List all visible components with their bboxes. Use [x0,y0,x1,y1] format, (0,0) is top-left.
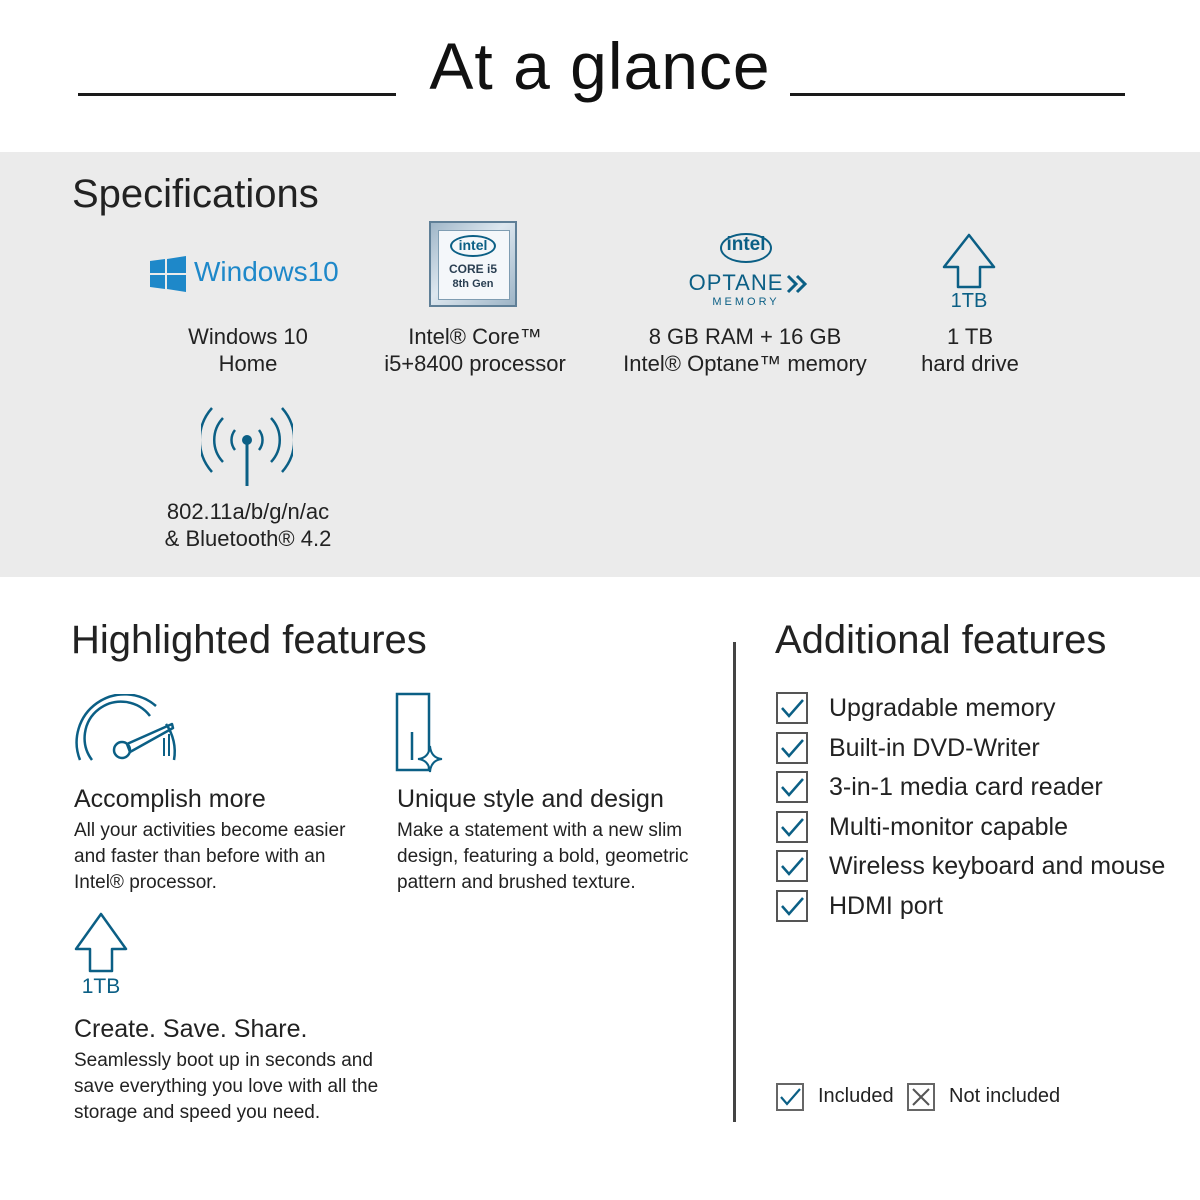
included-checkbox [776,692,808,724]
windows-icon [150,256,186,292]
cross-icon [909,1085,933,1109]
feature-title-accomplish: Accomplish more [74,785,266,813]
check-icon [778,1085,802,1109]
legend-included-label: Included [818,1085,894,1107]
optane-chevrons-icon [786,274,810,294]
check-icon [779,774,805,800]
spec-memory [615,323,875,377]
spec-os-line1: Windows 10 [188,324,308,349]
check-icon [779,735,805,761]
optane-brand: intel [726,234,766,255]
legend-not-included-label: Not included [949,1085,1061,1107]
highlighted-heading: Highlighted features [71,618,427,662]
column-divider [733,642,736,1122]
feature-label: Multi-monitor capable [829,812,1068,841]
page-title: At a glance [429,29,771,103]
additional-heading: Additional features [775,618,1107,662]
spec-processor [365,323,585,377]
header-rule-right [790,93,1125,96]
windows-logo [150,254,350,294]
spec-wireless [138,498,358,552]
specifications-section [0,152,1200,577]
spec-wireless-line1: 802.11a/b/g/n/ac [166,499,330,524]
feature-title-style: Unique style and design [397,785,664,813]
optane-sub: MEMORY [712,296,780,308]
storage-feature-icon [72,911,130,1003]
check-icon [779,814,805,840]
feature-title-create: Create. Save. Share. [74,1015,308,1043]
feature-label: Built-in DVD-Writer [829,733,1040,762]
spec-storage [890,323,1050,377]
spec-os [148,323,348,377]
intel-badge-line1: CORE i5 [448,262,497,276]
check-icon [779,893,805,919]
feature-label: HDMI port [829,891,943,920]
spec-processor-line1: Intel® Core™ [408,324,542,349]
feature-label: 3-in-1 media card reader [829,773,1103,801]
storage-icon-label: 1TB [950,290,988,312]
included-checkbox [776,850,808,882]
included-checkbox [776,771,808,803]
wifi-bluetooth-icon [201,404,293,488]
slim-tower-icon [394,692,446,774]
storage-upgrade-icon [940,232,998,316]
included-checkbox [776,890,808,922]
spec-os-line2: Home [218,351,278,376]
check-icon [779,853,805,879]
spec-storage-line1: 1 TB [946,324,994,349]
feature-label: Wireless keyboard and mouse [829,852,1166,880]
windows-logo-text: Windows10 [194,256,339,287]
feature-desc-accomplish: All your activities become easier and faster than before with an Intel® processor. [74,820,346,893]
optane-name: OPTANE [688,270,784,295]
legend-not-included-box [907,1083,935,1111]
intel-core-badge [429,221,517,307]
spec-processor-line2: i5+8400 processor [384,351,566,376]
spec-wireless-line2: & Bluetooth® 4.2 [164,526,332,551]
arrow-up-icon [940,232,998,290]
intel-optane-logo [676,228,816,312]
included-checkbox [776,732,808,764]
speedometer-icon [72,694,182,766]
feature-desc-style: Make a statement with a new slim design, featuring a bold, geometric pattern and brushed texture. [397,820,689,893]
feature-label: Upgradable memory [829,694,1056,722]
intel-badge-brand: intel [458,237,488,253]
included-checkbox [776,811,808,843]
spec-memory-line1: 8 GB RAM + 16 GB [648,324,842,349]
spec-memory-line2: Intel® Optane™ memory [623,351,867,376]
intel-badge-line2: 8th Gen [452,278,494,290]
arrow-up-icon [72,911,130,973]
storage-feature-icon-label: 1TB [81,975,121,998]
feature-desc-create: Seamlessly boot up in seconds and save everything you love with all the storage and speed you need. [74,1050,379,1123]
check-icon [779,695,805,721]
spec-storage-line2: hard drive [921,351,1019,376]
legend-included-box [776,1083,804,1111]
specifications-heading: Specifications [72,172,319,216]
